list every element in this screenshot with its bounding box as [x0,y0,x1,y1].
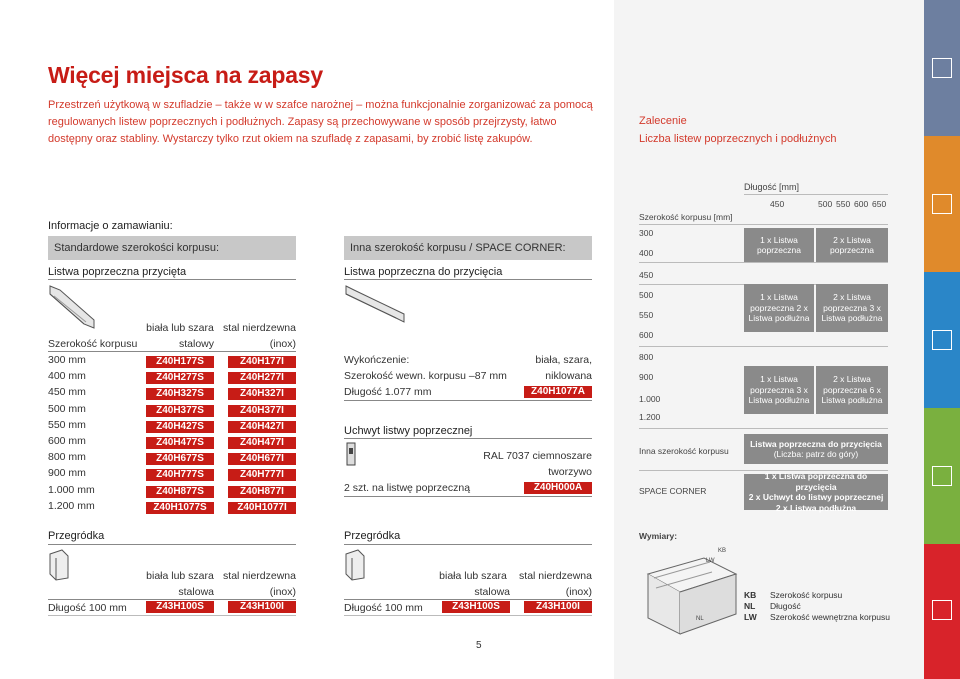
holder-drawing [344,442,358,468]
holder-desc-1: RAL 7037 ciemnoszare [483,450,592,462]
kb-abbr: KB [744,590,757,600]
divider-left-col-b-1: stal nierdzewna [223,570,296,582]
divider-line [344,496,592,497]
finish-label: Wykończenie: [344,354,410,366]
width-value: 450 [639,270,654,280]
other-width-label: Inna szerokość korpusu [639,446,729,456]
order-code-inox: Z40H677I [228,453,296,465]
width-column-label: Szerokość korpusu [48,338,138,350]
divider-right-drawing [344,548,366,582]
divider-left-heading: Przegródka [48,530,105,542]
col-a-header-2: stalowy [178,338,214,350]
order-row-width: 900 mm [48,467,86,480]
divider-line [48,279,296,280]
dimensions-label: Wymiary: [639,531,678,541]
corner-value-3: 2 x Listwa podłużna [775,502,857,513]
length-600: 600 [854,199,869,209]
length-550: 550 [836,199,851,209]
width-value: 1.200 [639,412,661,422]
drawer-dimension-drawing [640,544,740,636]
divider-line [639,224,888,225]
side-tab-appliance[interactable] [924,544,960,679]
ordering-info-label: Informacje o zamawianiu: [48,220,173,232]
width-value: 550 [639,310,654,320]
to-cut-heading: Listwa poprzeczna do przycięcia [344,266,503,278]
corner-label: SPACE CORNER [639,486,707,496]
inner-width-label: Szerokość wewn. korpusu –87 mm [344,370,507,382]
length-500: 500 [818,199,833,209]
uncut-rail-drawing [344,284,408,324]
diagram-nl-label: NL [696,616,704,622]
divider-line [344,279,592,280]
lw-abbr: LW [744,612,757,622]
divider-line [639,262,888,263]
divider-line [344,599,592,600]
divider-line [744,194,888,195]
divider-right-heading: Przegródka [344,530,401,542]
finish-value: biała, szara, [535,354,592,366]
order-row-width: 300 mm [48,354,86,366]
order-row-width: 400 mm [48,370,86,383]
nl-desc: Długość [770,601,801,611]
rec-cell-r2c2: 2 x Listwa poprzeczna 3 x Listwa podłużna [816,284,888,332]
corner-value-2: 2 x Uchwyt do listwy poprzecznej [748,492,884,502]
page-title: Więcej miejsca na zapasy [48,62,323,88]
divider-right-col-b-1: stal nierdzewna [519,570,592,582]
order-row-width: 800 mm [48,451,86,464]
width-value: 600 [639,330,654,340]
holder-heading: Uchwyt listwy poprzecznej [344,425,473,437]
order-code-inox: Z40H377I [228,405,296,417]
width-value: 400 [639,248,654,258]
other-width-value: Listwa poprzeczna do przycięcia [750,438,882,449]
order-code-inox: Z40H327I [228,388,296,400]
pantry-icon [932,466,952,486]
length-650: 650 [872,199,887,209]
divider-left-col-a-1: biała lub szara [146,570,214,582]
nl-abbr: NL [744,601,756,611]
lw-desc: Szerokość wewnętrzna korpusu [770,612,891,622]
corner-value-1: 1 x Listwa poprzeczna do przycięcia [764,471,868,492]
divider-right-code-b: Z43H100I [524,601,592,613]
divider-line [48,544,296,545]
order-code-steel: Z40H777S [146,469,214,481]
divider-line [344,400,592,401]
side-tab-cabinet[interactable] [924,0,960,136]
order-code-steel: Z40H477S [146,437,214,449]
divider-line [344,438,592,439]
order-code-steel: Z40H677S [146,453,214,465]
width-header: Szerokość korpusu [mm] [639,212,733,222]
holder-desc-2: tworzywo [548,466,592,478]
side-tab-drawer[interactable] [924,272,960,408]
inner-width-value: niklowana [545,370,592,382]
divider-right-col-b-2: (inox) [565,586,592,598]
divider-right-code-a: Z43H100S [442,601,510,613]
rec-cell-r1c2: 2 x Listwa poprzeczna [816,228,888,262]
width-value: 800 [639,352,654,362]
divider-line [344,615,592,616]
order-code-steel: Z40H177S [146,356,214,368]
divider-left-length: Długość 100 mm [48,602,127,614]
width-value: 1.000 [639,394,661,404]
order-row-width: 500 mm [48,402,86,415]
recommendation-heading [639,112,837,148]
side-tab-pantry[interactable] [924,408,960,544]
divider-right-col-a-1: biała lub szara [439,570,507,582]
divider-left-code-a: Z43H100S [146,601,214,613]
dimensions-legend [744,590,890,623]
order-code-inox: Z40H427I [228,421,296,433]
order-row-width: 600 mm [48,435,86,447]
divider-right-length: Długość 100 mm [344,602,423,614]
col-b-header-2: (inox) [269,338,296,350]
divider-left-code-b: Z43H100I [228,601,296,613]
drawer-icon [932,330,952,350]
order-row-width: 450 mm [48,386,86,399]
divider-left-col-b-2: (inox) [269,586,296,598]
order-code-steel: Z40H1077S [146,502,214,514]
other-width-note: (Liczba: patrz do góry) [773,449,859,459]
order-code-inox: Z40H777I [228,469,296,481]
divider-line [48,599,296,600]
divider-line [48,615,296,616]
rail-code-tag: Z40H1077A [524,386,592,398]
order-code-steel: Z40H877S [146,486,214,498]
other-width-bar: Inna szerokość korpusu / SPACE CORNER: [344,236,592,260]
recommendation-subtitle: Liczba listew poprzecznych i podłużnych [639,133,837,145]
divider-right-col-a-2: stalowa [474,586,510,598]
order-code-steel: Z40H327S [146,388,214,400]
col-b-header-1: stal nierdzewna [223,322,296,334]
kitchen-icon [932,194,952,214]
order-row-width: 1.000 mm [48,483,95,496]
order-code-inox: Z40H1077I [228,502,296,514]
recommendation-label: Zalecenie [639,115,687,127]
divider-left-col-a-2: stalowa [178,586,214,598]
cut-rail-heading: Listwa poprzeczna przycięta [48,266,187,278]
page-number: 5 [476,640,482,651]
rec-cell-r2c1: 1 x Listwa poprzeczna 2 x Listwa podłużna [744,284,814,332]
width-value: 300 [639,228,654,238]
col-a-header-1: biała lub szara [146,322,214,334]
order-code-inox: Z40H177I [228,356,296,368]
side-tab-kitchen[interactable] [924,136,960,272]
other-width-cell [744,434,888,464]
diagram-lw-label: LW [706,558,715,564]
width-value: 500 [639,290,654,300]
order-code-inox: Z40H477I [228,437,296,449]
divider-line [639,346,888,347]
order-code-steel: Z40H377S [146,405,214,417]
width-value: 900 [639,372,654,382]
divider-left-drawing [48,548,70,582]
order-code-inox: Z40H277I [228,372,296,384]
intro-text: Przestrzeń użytkową w szufladzie – także w w szafce narożnej – można funkcjonalnie zorganizować za pomocą regulowanych listew poprzecznych i podłużnych. Zapasy są przechowywane w sposób przejrzysty, łatwo dostępny oraz stabliny. Wystarczy tylko rzut okiem na szufladę z zapasami, by zrobić listę zakupów. [48,99,593,145]
length-header: Długość [mm] [744,182,800,192]
order-code-steel: Z40H427S [146,421,214,433]
holder-qty: 2 szt. na listwę poprzeczną [344,482,471,494]
corner-cell [744,471,888,513]
rec-cell-r3c2: 2 x Listwa poprzeczna 6 x Listwa podłużna [816,366,888,414]
appliance-icon [932,600,952,620]
diagram-kb-label: KB [718,548,727,554]
divider-line [639,428,888,429]
order-code-inox: Z40H877I [228,486,296,498]
kb-desc: Szerokość korpusu [770,590,843,600]
rec-cell-r1c1: 1 x Listwa poprzeczna [744,228,814,262]
divider-line [344,544,592,545]
order-row-width: 550 mm [48,418,86,431]
length-450: 450 [770,199,785,209]
cross-rail-drawing [48,284,98,330]
order-row-width: 1.200 mm [48,499,95,512]
divider-line [48,351,296,352]
length-label: Długość 1.077 mm [344,386,432,398]
rec-cell-r3c1: 1 x Listwa poprzeczna 3 x Listwa podłużna [744,366,814,414]
order-code-steel: Z40H277S [146,372,214,384]
holder-code-tag: Z40H000A [524,482,592,494]
cabinet-icon [932,58,952,78]
standard-widths-bar: Standardowe szerokości korpusu: [48,236,296,260]
